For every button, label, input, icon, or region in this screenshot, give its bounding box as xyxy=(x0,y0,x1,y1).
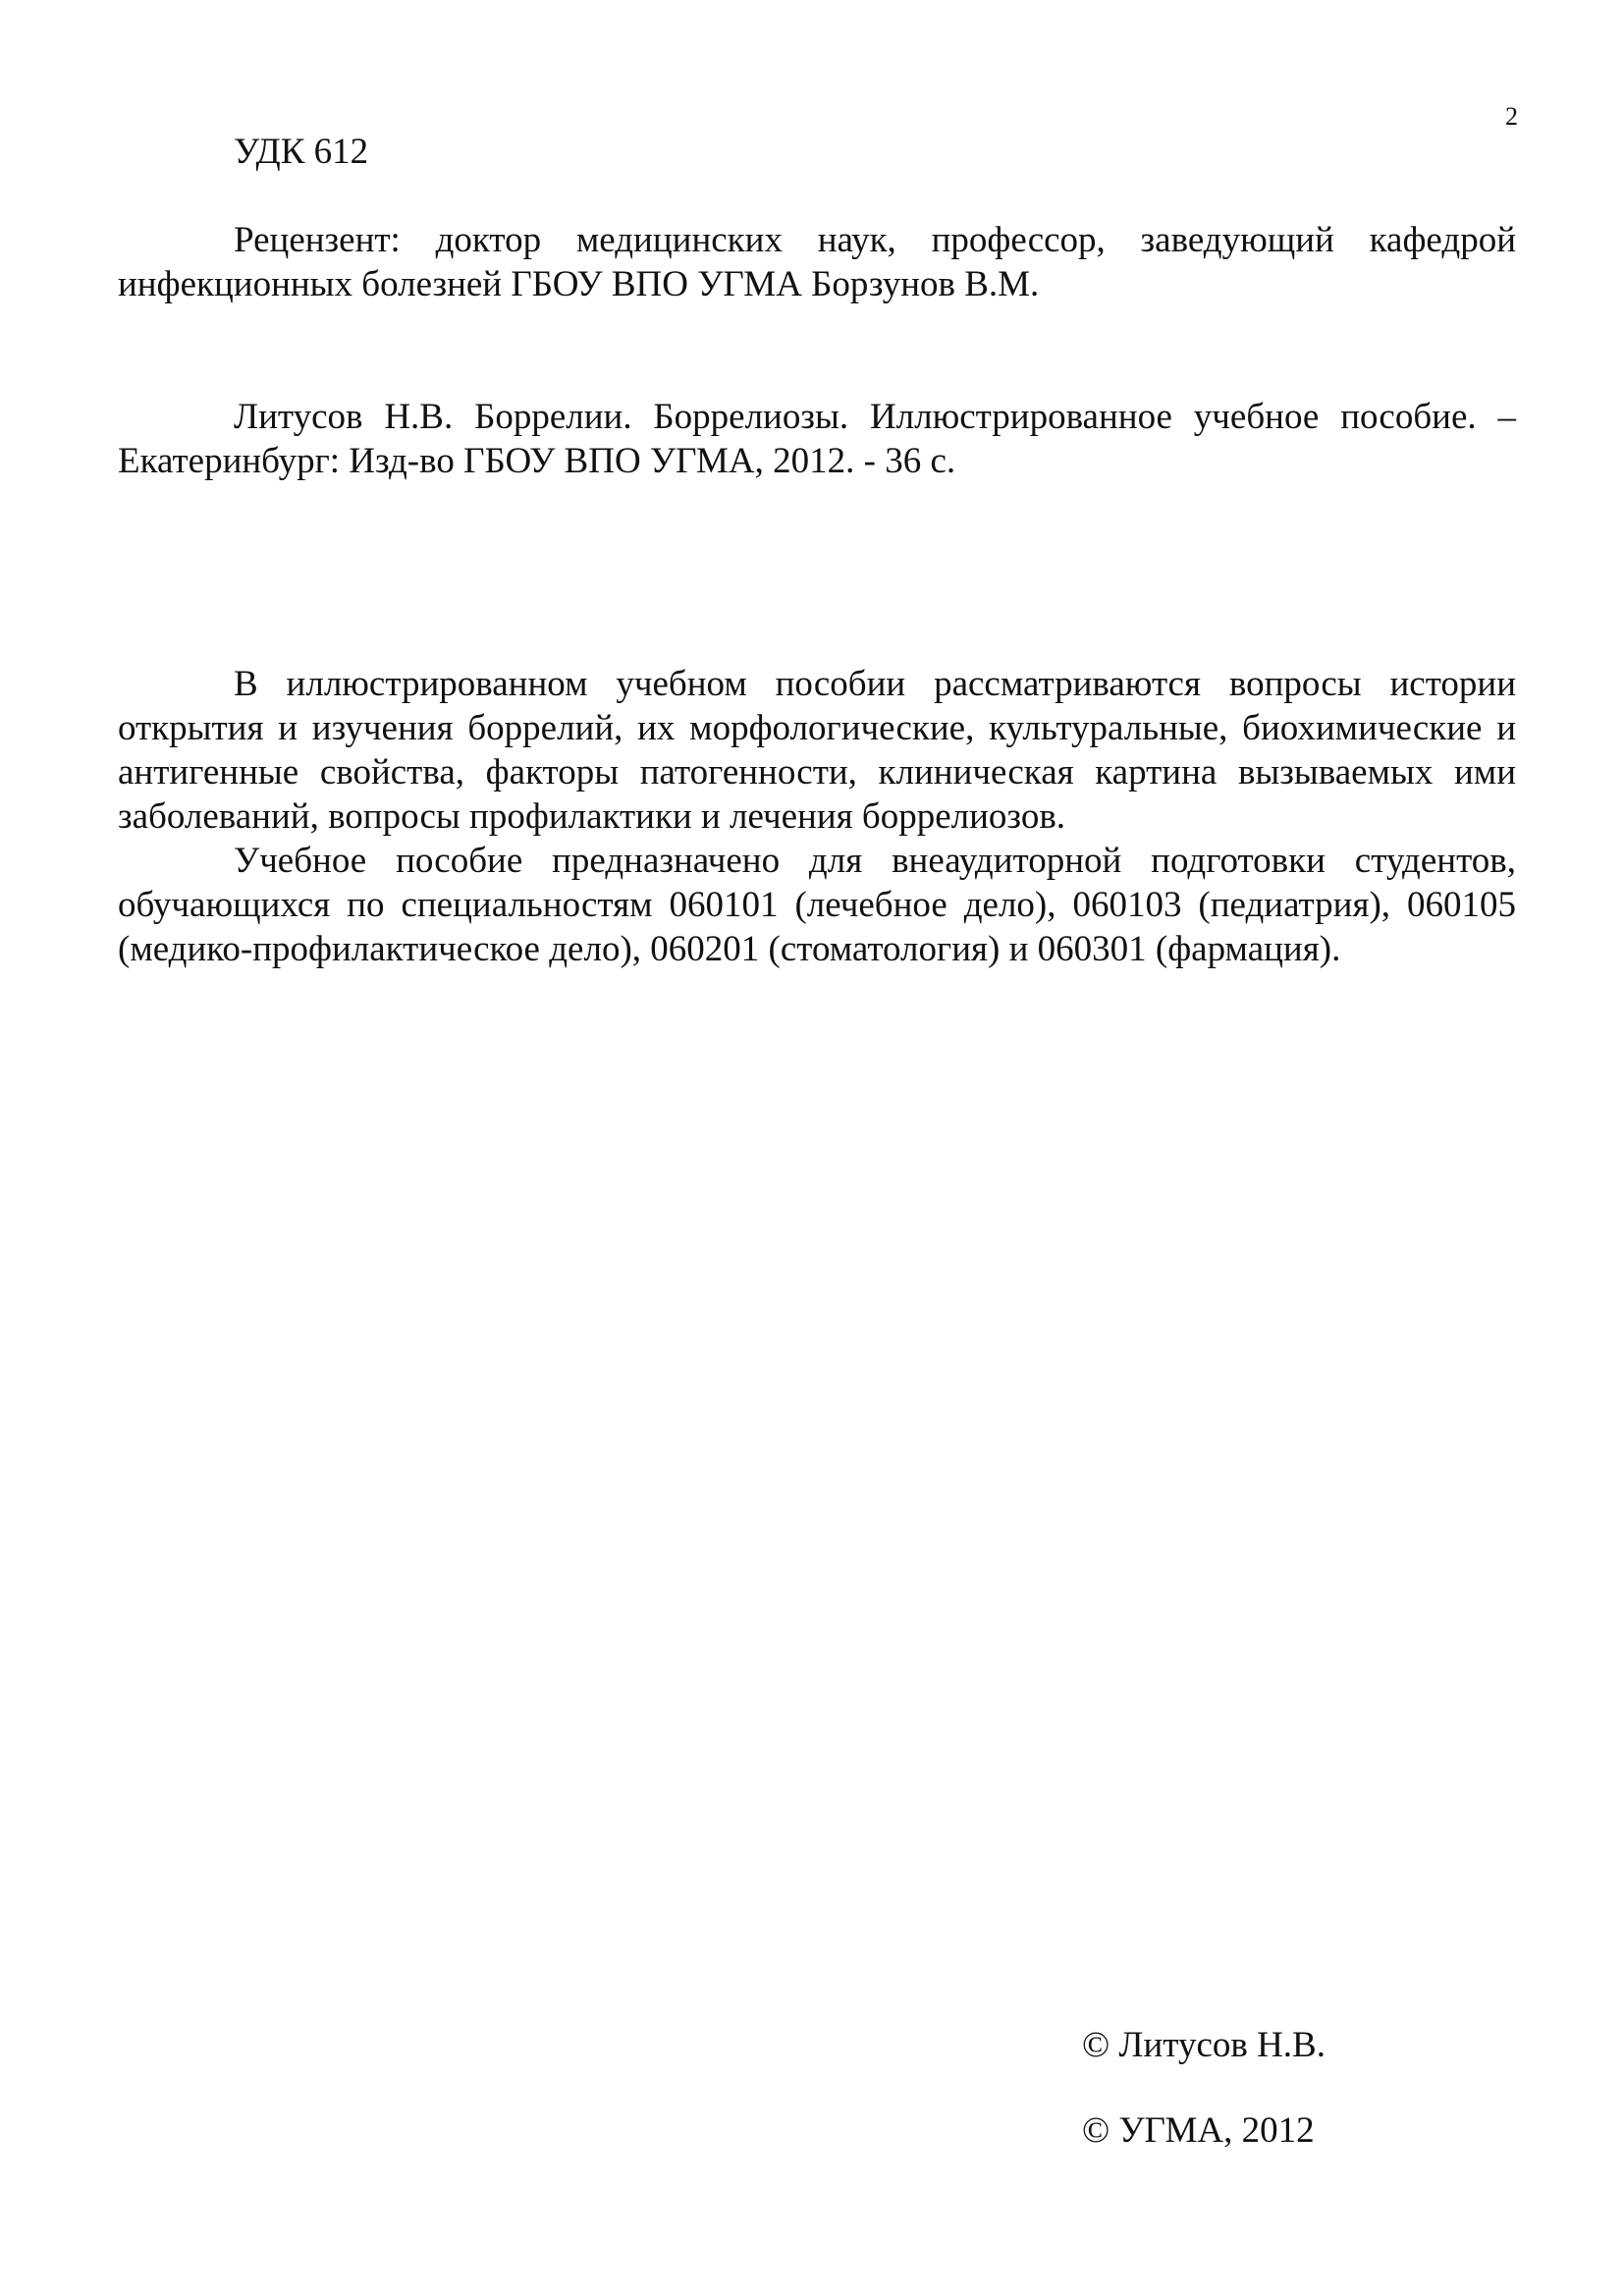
abstract-paragraph-2: Учебное пособие предназначено для внеаудиторной подготовки студентов, обучающихся по специальностям 060101 (лечебное дело), 060103 (педиатрия), 060105 (медико-профилактическое дело), 060201 (стоматология) и 060301 (фармация). xyxy=(118,841,1516,969)
abstract-section xyxy=(118,662,1516,971)
udk-section xyxy=(118,130,1516,174)
page-number: 2 xyxy=(1505,102,1518,131)
abstract-paragraph-1: В иллюстрированном учебном пособии рассматриваются вопросы истории открытия и изучения боррелий, их морфологические, культуральные, биохимические и антигенные свойства, факторы патогенности, клиническая картина вызываемых ими заболеваний, вопросы профилактики и лечения боррелиозов. xyxy=(118,664,1516,837)
bibliographic-citation: Литусов Н.В. Боррелии. Боррелиозы. Иллюстрированное учебное пособие. – Екатеринбург: Изд-во ГБОУ ВПО УГМА, 2012. - 36 с. xyxy=(118,397,1516,481)
citation-section xyxy=(118,395,1516,483)
reviewer-section xyxy=(118,218,1516,306)
udk-code: УДК 612 xyxy=(234,132,369,172)
reviewer-text: Рецензент: доктор медицинских наук, профессор, заведующий кафедрой инфекционных болезней ГБОУ ВПО УГМА Борзунов В.М. xyxy=(118,220,1516,304)
copyright-institution: © УГМА, 2012 xyxy=(1082,2110,1315,2151)
copyright-block xyxy=(1082,2023,1326,2153)
copyright-author: © Литусов Н.В. xyxy=(1082,2025,1326,2065)
